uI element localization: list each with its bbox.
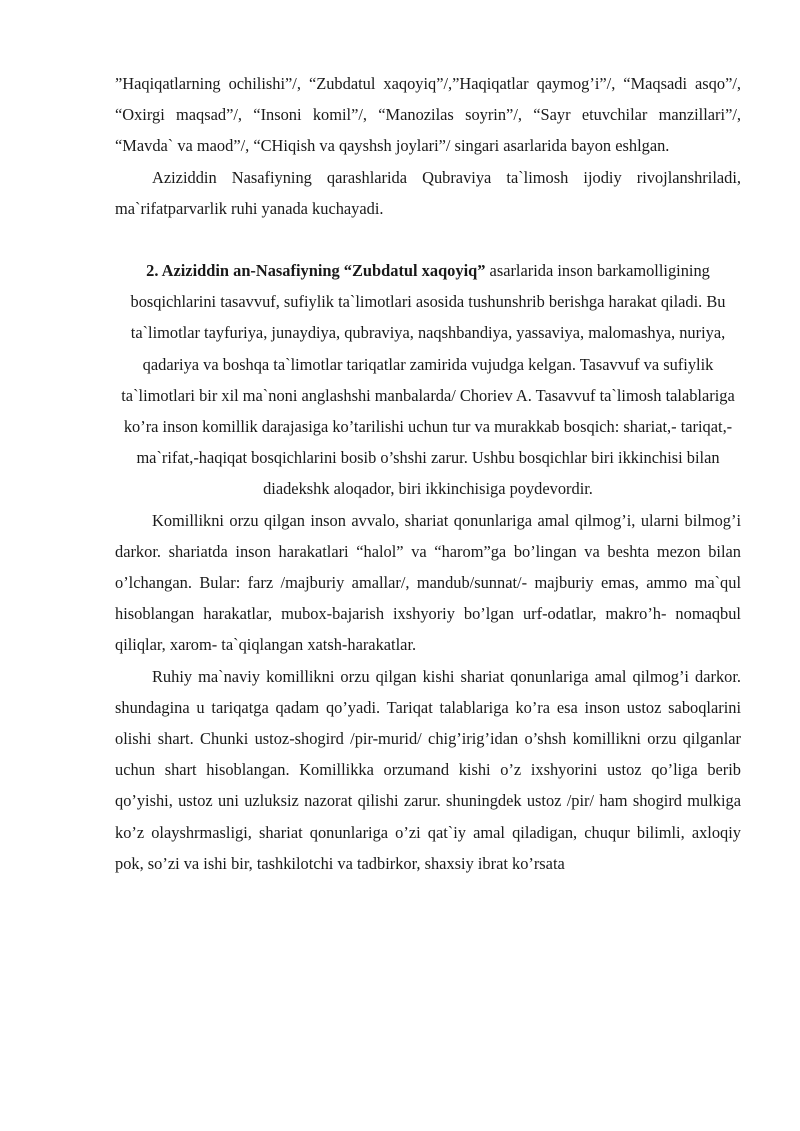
paragraph-shariat: Komillikni orzu qilgan inson avvalo, shariat qonunlariga amal qilmog’i, ularni bilmog’i darkor. shariatda inson harakatlari “halol” va “harom”ga bo’lingan va beshta mezon bilan o’lchangan. Bular: farz /majburiy amallar/, mandub/sunnat/- majburiy emas, ammo ma`qul hisoblangan harakatlar, mubox-bajarish ixshyoriy bo’lgan urf-odatlar, makro’h- nomaqbul qiliqlar, xarom- ta`qiqlangan xatsh-harakatlar. xyxy=(115,510,741,655)
blank-line xyxy=(115,224,741,255)
paragraph-tariqat: Ruhiy ma`naviy komillikni orzu qilgan kishi shariat qonunlariga amal qilmog’i darkor. shundagina u tariqatga qadam qo’yadi. Tariqat talablariga ko’ra esa inson ustoz saboqlarini olishi shart. Chunki ustoz-shogird /pir-murid/ chig’irig’idan o’shsh komillikni orzu qilganlar uchun shart hisoblangan. Komillikka orzumand kishi o’z ixshyorini ustoz qo’liga berib qo’yishi, ustoz uni uzluksiz nazorat qilishi zarur. shuningdek ustoz /pir/ ham shogird mulkiga ko’z olayshrmasligi, shariat qonunlariga o’zi qat`iy amal qiladigan, chuqur bilimli, axloqiy pok, so’zi va ishi bir, tashkilotchi va tadbirkor, shaxsiy ibrat ko’rsata xyxy=(115,666,741,873)
section-heading-text: asarlarida inson barkamolligining bosqichlarini tasavvuf, sufiylik ta`limotlari asosida tushunshrib berishga harakat qiladi. Bu ta`limotlar tayfuriya, junaydiya, qubraviya, naqshbandiya, yassaviya, malomashya, nuriya, qadariya va boshqa ta`limotlar tariqatlar zamirida vujudga kelgan. Tasavvuf va sufiylik ta`limotlari bir xil ma`noni anglashshi manbalarda/ Choriev A. Tasavvuf ta`limosh talablariga ko’ra inson komillik darajasiga ko’tarilishi uchun tur va murakkab bosqich: shariat,- tariqat,-ma`rifat,-haqiqat bosqichlarini bosib o’shshi zarur. Ushbu bosqichlar biri ikkinchisi bilan diadekshk aloqador, biri ikkinchisiga poydevordir. xyxy=(121,261,735,499)
paragraph-works-list: ”Haqiqatlarning ochilishi”/, “Zubdatul xaqoyiq”/,”Haqiqatlar qaymog’i”/, “Maqsadi asqo”/, “Oxirgi maqsad”/, “Insoni komil”/, “Manozilas soyrin”/, “Sayr etuvchilar manzillari”/, “Mavda` va maod”/, “CHiqish va qayshsh joylari”/ singari asarlarida bayon eshlgan. xyxy=(115,74,741,156)
section-heading-paragraph xyxy=(115,255,741,505)
section-heading-title: 2. Aziziddin an-Nasafiyning “Zubdatul xaqoyiq” xyxy=(146,261,490,281)
document-page xyxy=(115,68,741,879)
paragraph-nasafiy-views: Aziziddin Nasafiyning qarashlarida Qubraviya ta`limosh ijodiy rivojlanshriladi, ma`rifatparvarlik ruhi yanada kuchayadi. xyxy=(115,167,741,218)
